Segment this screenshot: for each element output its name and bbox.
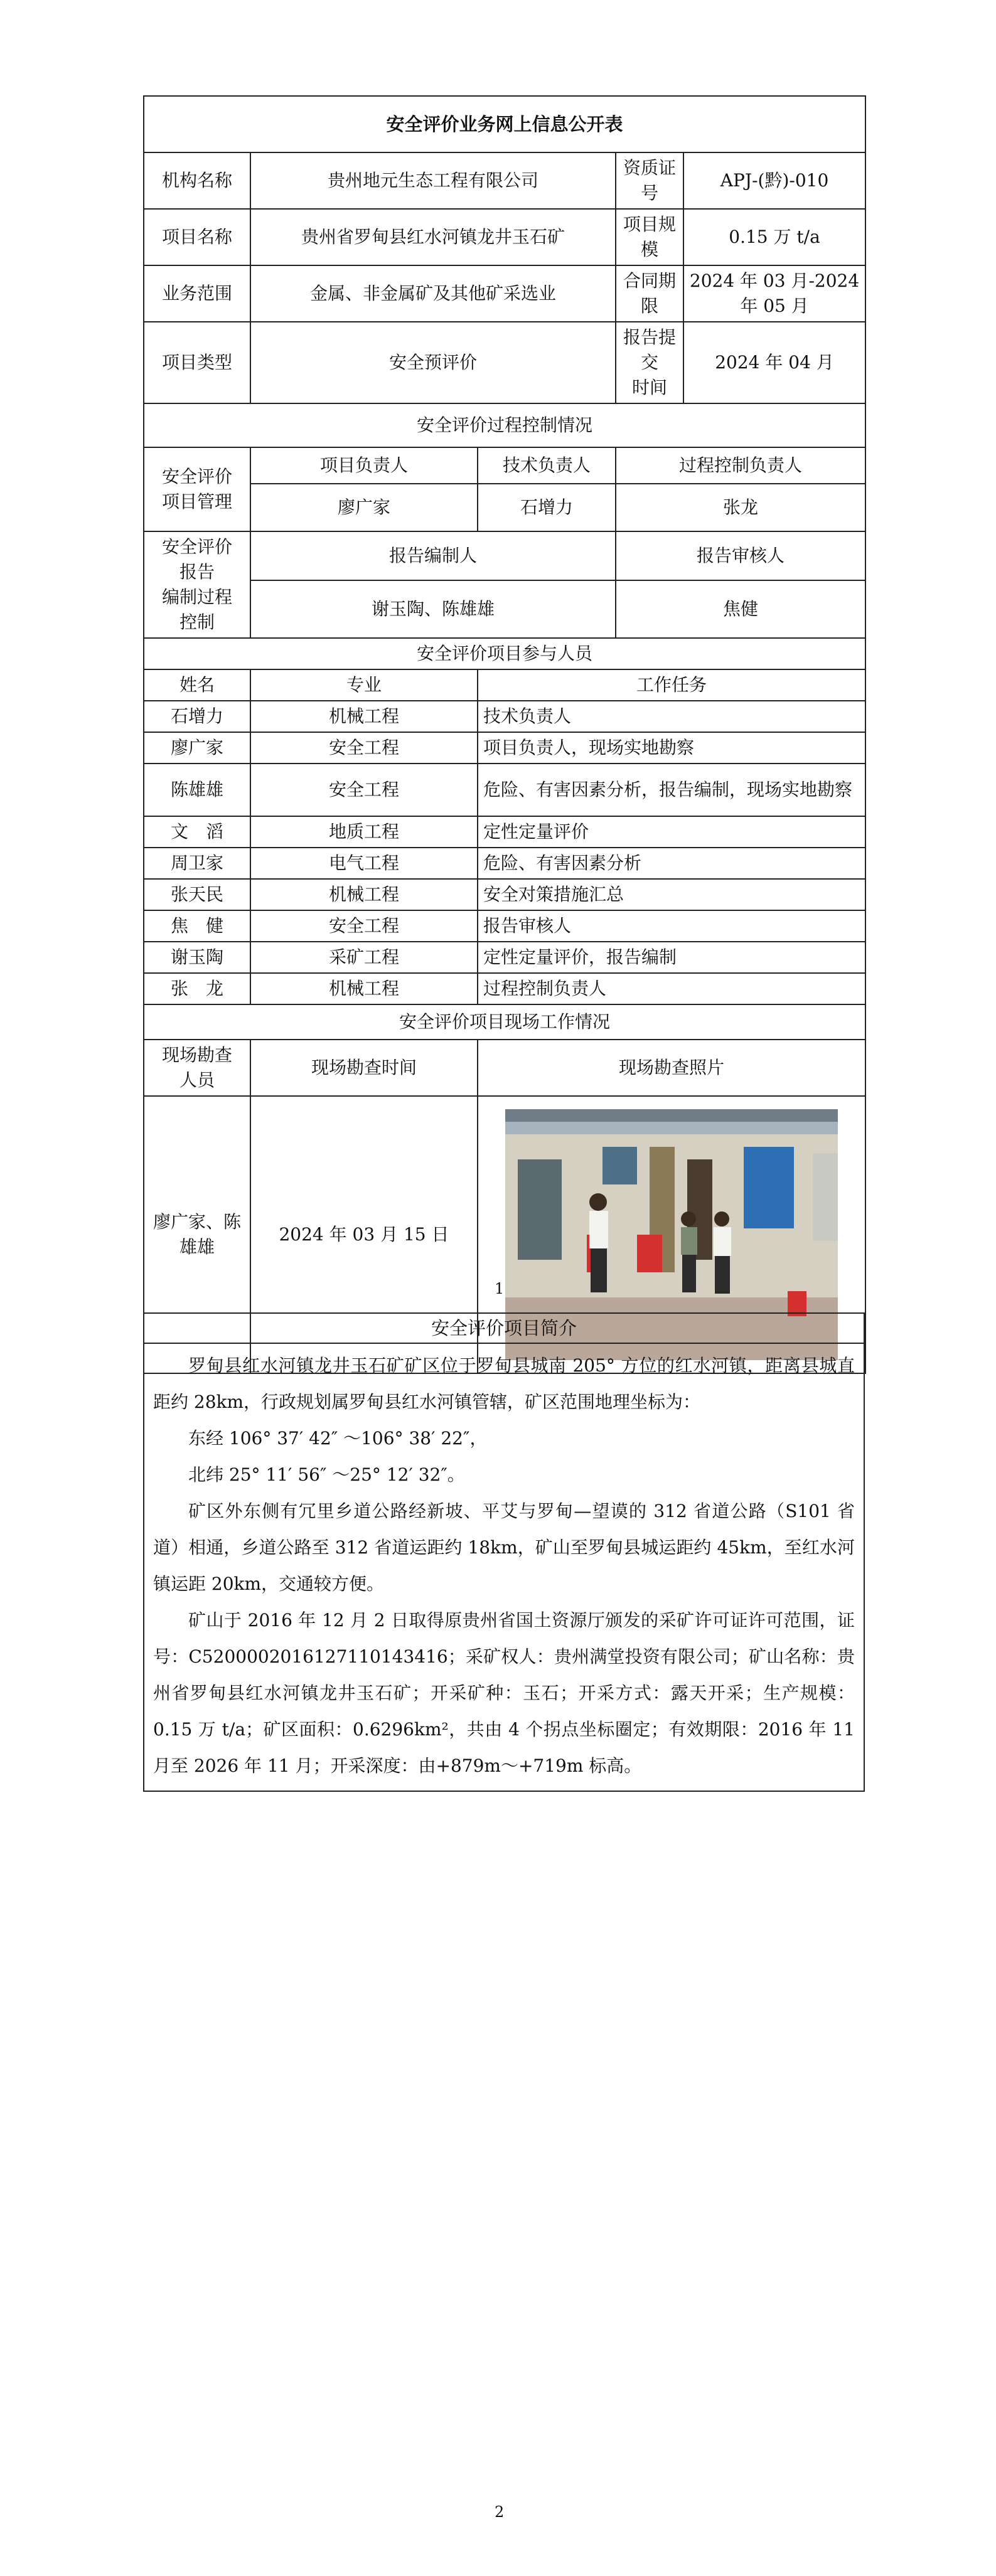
intro-paragraph: 东经 106° 37′ 42″ ～106° 38′ 22″，: [188, 1428, 488, 1449]
cert-value: APJ-(黔)-010: [683, 152, 865, 209]
staff-major: 电气工程: [250, 848, 478, 879]
staff-row: [144, 816, 865, 848]
staff-row: [144, 879, 865, 910]
staff-task: 过程控制负责人: [478, 973, 865, 1004]
site-person-value: 廖广家、陈 雄雄: [144, 1096, 250, 1373]
staff-name: 文 滔: [144, 816, 250, 848]
staff-task: 报告审核人: [478, 910, 865, 942]
staff-name: 廖广家: [144, 732, 250, 764]
staff-task: 危险、有害因素分析: [478, 848, 865, 879]
org-value: 贵州地元生态工程有限公司: [250, 152, 616, 209]
staff-name: 焦 健: [144, 910, 250, 942]
staff-name: 谢玉陶: [144, 942, 250, 973]
staff-row: [144, 732, 865, 764]
page-number-1: 1: [495, 1280, 505, 1297]
org-label: 机构名称: [144, 152, 250, 209]
report-process-label: 安全评价 报告 编制过程 控制: [144, 531, 250, 638]
staff-major: 安全工程: [250, 910, 478, 942]
scale-label: 项目规模: [616, 209, 683, 265]
staff-name: 石增力: [144, 701, 250, 732]
scope-label: 业务范围: [144, 265, 250, 322]
site-person-label: 现场勘查 人员: [144, 1040, 250, 1096]
staff-task: 技术负责人: [478, 701, 865, 732]
staff-row: [144, 764, 865, 816]
type-value: 安全预评价: [250, 322, 616, 403]
project-label: 项目名称: [144, 209, 250, 265]
author-value: 谢玉陶、陈雄雄: [250, 580, 616, 638]
staff-header-major: 专业: [250, 669, 478, 701]
staff-task: 危险、有害因素分析，报告编制，现场实地勘察: [478, 764, 865, 816]
author-label: 报告编制人: [250, 531, 616, 580]
staff-major: 安全工程: [250, 764, 478, 816]
intro-paragraph: 北纬 25° 11′ 56″ ～25° 12′ 32″。: [188, 1464, 465, 1485]
staff-row: [144, 848, 865, 879]
type-label: 项目类型: [144, 322, 250, 403]
staff-major: 机械工程: [250, 973, 478, 1004]
process-section-title: 安全评价过程控制情况: [144, 403, 865, 447]
staff-row: [144, 910, 865, 942]
pm-value: 廖广家: [250, 484, 478, 531]
reviewer-value: 焦健: [616, 580, 865, 638]
intro-paragraph: 矿山于 2016 年 12 月 2 日取得原贵州省国土资源厅颁发的采矿许可证许可范围，证号：C5200002016127110143416；采矿权人：贵州满堂投资有限公司；矿山名称：贵州省罗甸县红水河镇龙井玉石矿；开采矿种：玉石；开采方式：露天开采；生产规模：0.15 万 t/a；矿区面积：0.6296km²，共由 4 个拐点坐标圈定；有效期限：2016 年 11 月至 2026 年 11 月；开采深度：由+879m～+719m 标高。: [153, 1610, 855, 1776]
staff-major: 机械工程: [250, 701, 478, 732]
ctrl-label: 过程控制负责人: [616, 447, 865, 484]
staff-header-name: 姓名: [144, 669, 250, 701]
staff-task: 定性定量评价: [478, 816, 865, 848]
reviewer-label: 报告审核人: [616, 531, 865, 580]
site-time-label: 现场勘查时间: [250, 1040, 478, 1096]
site-section-title: 安全评价项目现场工作情况: [144, 1004, 865, 1040]
staff-task: 项目负责人，现场实地勘察: [478, 732, 865, 764]
staff-header-task: 工作任务: [478, 669, 865, 701]
info-disclosure-table: [143, 95, 866, 1374]
staff-major: 采矿工程: [250, 942, 478, 973]
intro-paragraph: 矿区外东侧有冗里乡道公路经新坡、平艾与罗甸—望谟的 312 省道公路（S101 省道）相通，乡道公路至 312 省道运距约 18km，矿山至罗甸县城运距约 45km，至红水河镇运距 20km，交通较方便。: [153, 1501, 855, 1594]
staff-row: [144, 701, 865, 732]
staff-row: [144, 973, 865, 1004]
staff-section-title: 安全评价项目参与人员: [144, 638, 865, 669]
staff-name: 周卫家: [144, 848, 250, 879]
scope-value: 金属、非金属矿及其他矿采选业: [250, 265, 616, 322]
staff-task: 安全对策措施汇总: [478, 879, 865, 910]
page-number-2: 2: [495, 2503, 505, 2521]
staff-major: 安全工程: [250, 732, 478, 764]
cert-label: 资质证号: [616, 152, 683, 209]
table-title: 安全评价业务网上信息公开表: [144, 96, 865, 152]
intro-title: 安全评价项目简介: [144, 1314, 864, 1344]
submit-label: 报告提交 时间: [616, 322, 683, 403]
tech-value: 石增力: [478, 484, 616, 531]
contract-label: 合同期限: [616, 265, 683, 322]
mgmt-label: 安全评价 项目管理: [144, 447, 250, 531]
intro-paragraph: 罗甸县红水河镇龙井玉石矿矿区位于罗甸县城南 205° 方位的红水河镇，距离县城直距约 28km，行政规划属罗甸县红水河镇管辖，矿区范围地理坐标为：: [153, 1355, 855, 1412]
site-time-value: 2024 年 03 月 15 日: [250, 1096, 478, 1373]
staff-major: 地质工程: [250, 816, 478, 848]
staff-name: 张天民: [144, 879, 250, 910]
submit-value: 2024 年 04 月: [683, 322, 865, 403]
staff-major: 机械工程: [250, 879, 478, 910]
scale-value: 0.15 万 t/a: [683, 209, 865, 265]
staff-name: 陈雄雄: [144, 764, 250, 816]
pm-label: 项目负责人: [250, 447, 478, 484]
intro-body: [144, 1344, 864, 1791]
site-photo-label: 现场勘查照片: [478, 1040, 865, 1096]
staff-task: 定性定量评价，报告编制: [478, 942, 865, 973]
contract-value: 2024 年 03 月-2024 年 05 月: [683, 265, 865, 322]
tech-label: 技术负责人: [478, 447, 616, 484]
project-intro-box: [143, 1312, 865, 1792]
staff-row: [144, 942, 865, 973]
staff-name: 张 龙: [144, 973, 250, 1004]
project-value: 贵州省罗甸县红水河镇龙井玉石矿: [250, 209, 616, 265]
ctrl-value: 张龙: [616, 484, 865, 531]
